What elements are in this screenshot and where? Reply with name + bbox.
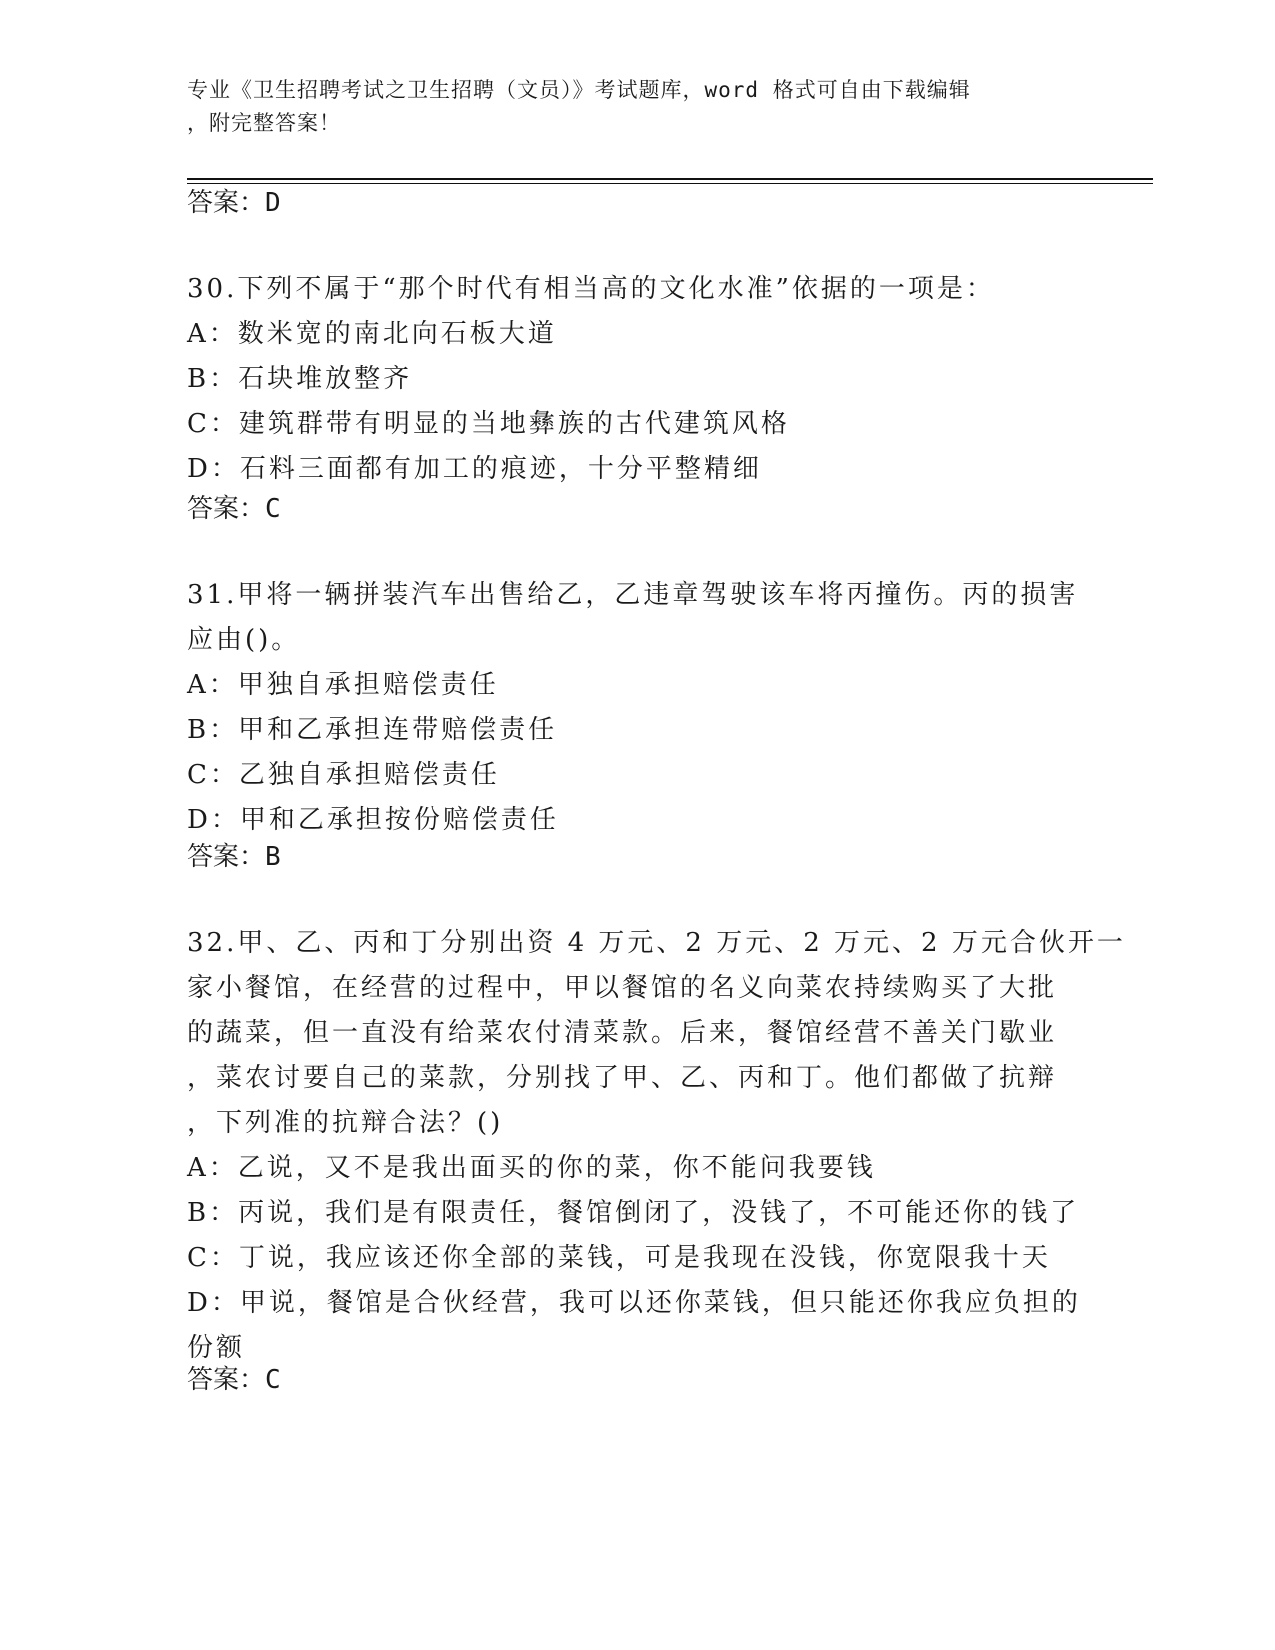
- document-header: [187, 74, 1067, 140]
- question-stem-line-1: 32.甲、乙、丙和丁分别出资 4 万元、2 万元、2 万元、2 万元合伙开一: [187, 928, 1126, 958]
- option-c: C：丁说，我应该还你全部的菜钱，可是我现在没钱，你宽限我十天: [187, 1243, 1051, 1273]
- answer-30: [187, 492, 281, 526]
- answer-label: 答案：: [187, 842, 266, 872]
- answer-value: B: [265, 842, 281, 872]
- header-line-2: ，附完整答案！: [187, 111, 341, 135]
- question-stem-line-2: 家小餐馆，在经营的过程中，甲以餐馆的名义向菜农持续购买了大批: [187, 973, 1058, 1003]
- option-a: A：甲独自承担赔偿责任: [187, 670, 499, 700]
- answer-label: 答案：: [187, 494, 266, 524]
- answer-label: 答案：: [187, 1365, 266, 1395]
- question-30: [187, 267, 1087, 492]
- option-b: B：石块堆放整齐: [187, 364, 413, 394]
- option-c: C：乙独自承担赔偿责任: [187, 760, 500, 790]
- option-a: A：数米宽的南北向石板大道: [187, 319, 557, 349]
- option-b: B：丙说，我们是有限责任，餐馆倒闭了，没钱了，不可能还你的钱了: [187, 1198, 1080, 1228]
- header-line-1: 专业《卫生招聘考试之卫生招聘（文员）》考试题库，word 格式可自由下载编辑: [187, 78, 971, 102]
- answer-value: D: [265, 188, 281, 218]
- answer-32: [187, 1363, 281, 1397]
- answer-label: 答案：: [187, 188, 266, 218]
- answer-prev: [187, 186, 281, 220]
- option-c: C：建筑群带有明显的当地彝族的古代建筑风格: [187, 409, 790, 439]
- option-b: B：甲和乙承担连带赔偿责任: [187, 715, 558, 745]
- answer-31: [187, 840, 281, 874]
- option-d-continued: 份额: [187, 1333, 246, 1363]
- question-stem-line-1: 31.甲将一辆拼装汽车出售给乙，乙违章驾驶该车将丙撞伤。丙的损害: [187, 580, 1079, 610]
- header-divider-thick: [187, 178, 1153, 180]
- answer-value: C: [265, 1365, 281, 1395]
- option-d: D：甲说，餐馆是合伙经营，我可以还你菜钱，但只能还你我应负担的: [187, 1288, 1081, 1318]
- question-stem: 30.下列不属于“那个时代有相当高的文化水准”依据的一项是：: [187, 274, 995, 304]
- question-32: [187, 921, 1126, 1371]
- question-stem-line-3: 的蔬菜，但一直没有给菜农付清菜款。后来，餐馆经营不善关门歇业: [187, 1018, 1058, 1048]
- option-d: D：石料三面都有加工的痕迹，十分平整精细: [187, 454, 762, 484]
- question-stem-line-4: ，菜农讨要自己的菜款，分别找了甲、乙、丙和丁。他们都做了抗辩: [187, 1063, 1058, 1093]
- question-31: [187, 573, 1087, 843]
- option-d: D：甲和乙承担按份赔偿责任: [187, 805, 559, 835]
- option-a: A：乙说，又不是我出面买的你的菜，你不能问我要钱: [187, 1153, 876, 1183]
- answer-value: C: [265, 494, 281, 524]
- question-stem-line-2: 应由()。: [187, 625, 301, 655]
- header-divider-thin: [187, 183, 1153, 184]
- question-stem-line-5: ，下列准的抗辩合法？(): [187, 1108, 504, 1138]
